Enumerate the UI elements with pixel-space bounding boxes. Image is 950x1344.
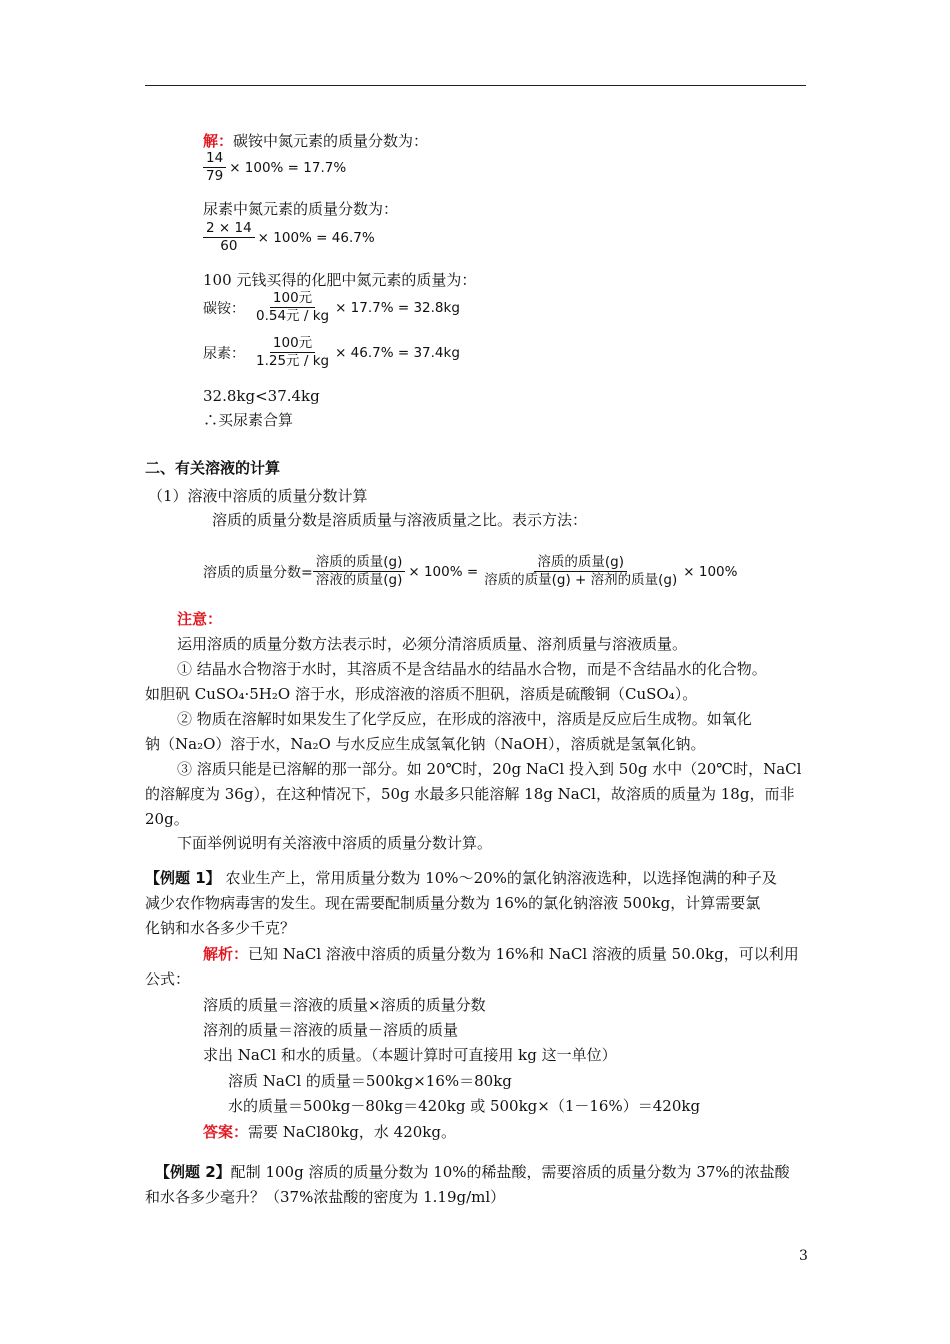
note-line: ② 物质在溶解时如果发生了化学反应，在形成的溶液中，溶质是反应后生成物。如氧化	[177, 710, 752, 728]
lead-text: 下面举例说明有关溶液中溶质的质量分数计算。	[177, 834, 493, 852]
note-line: 钠（Na₂O）溶于水，Na₂O 与水反应生成氢氧化钠（NaOH），溶质就是氢氧化钠。	[145, 735, 706, 753]
example1-analysis: 解析：已知 NaCl 溶液中溶质的质量分数为 16%和 NaCl 溶液的质量 50.0kg，可以利用	[203, 945, 799, 963]
subsection-title: （1）溶液中溶质的质量分数计算	[148, 487, 368, 505]
note-line: ① 结晶水合物溶于水时，其溶质不是含结晶水的结晶水合物，而是不含结晶水的化合物。	[177, 660, 767, 678]
analysis-line: 求出 NaCl 和水的质量。（本题计算时可直接用 kg 这一单位）	[203, 1046, 617, 1064]
fraction: $\frac{\text{溶质的质量(g)}}{\text{溶质的质量(g) + 溶剂的质量(g)}}$	[484, 554, 678, 588]
example2-line-1: 【例题 2】配制 100g 溶质的质量分数为 10%的稀盐酸，需要溶质的质量分数为 37%的浓盐酸	[155, 1163, 790, 1181]
solution-line-1	[203, 131, 428, 151]
example1-line: 减少农作物病毒害的发生。现在需要配制质量分数为 16%的氯化钠溶液 500kg，计算需要氯	[145, 894, 761, 912]
formula-ammonium-fraction: $\frac{14}{79}$ × 100% = 17.7%	[203, 150, 349, 185]
solution-line-2: 尿素中氮元素的质量分数为：	[203, 200, 399, 218]
note-line: 如胆矾 CuSO₄·5H₂O 溶于水，形成溶液的溶质不胆矾，溶质是硫酸铜（CuSO₄）。	[145, 685, 698, 703]
formula-ammonium-mass: 碳铵： $\frac{\text{100元}}{\text{0.54元 / kg}}$ × 17.7% = 32.8kg	[203, 290, 460, 324]
solution-compare: 32.8kg<37.4kg	[203, 387, 320, 405]
solution-conclusion: ∴买尿素合算	[203, 411, 294, 429]
example1-answer: 答案：需要 NaCl80kg，水 420kg。	[203, 1123, 456, 1141]
analysis-line: 公式：	[145, 970, 191, 988]
analysis-line: 溶剂的质量＝溶液的质量－溶质的质量	[203, 1021, 459, 1039]
example2-line: 和水各多少毫升？（37%浓盐酸的密度为 1.19g/ml）	[145, 1188, 506, 1206]
solution-line-3: 100 元钱买得的化肥中氮元素的质量为：	[203, 271, 477, 289]
analysis-line: 水的质量＝500kg－80kg＝420kg 或 500kg×（1－16%）＝420kg	[228, 1097, 701, 1115]
note-line: 运用溶质的质量分数方法表示时，必须分清溶质质量、溶剂质量与溶液质量。	[177, 635, 688, 653]
example1-head: 【例题 1】	[145, 869, 221, 887]
mass-fraction-formula: 溶质的质量分数= $\frac{\text{溶质的质量(g)}}{\text{溶液的质量(g)}}$ × 100% = $\frac{\text{溶质的质量(g)}}{\text{溶质的质量(g) + 溶剂的质量(g)}}$ × 100%	[203, 554, 738, 588]
page-number: 3	[799, 1248, 808, 1264]
fraction: $\frac{2 \times 14}{60}$	[203, 220, 255, 255]
analysis-line: 溶质的质量＝溶液的质量×溶质的质量分数	[203, 996, 486, 1014]
example2-head: 【例题 2】	[155, 1163, 231, 1181]
header-rule	[145, 85, 806, 86]
solution-head: 解：	[203, 132, 234, 150]
formula-urea-fraction: $\frac{2 \times 14}{60}$ × 100% = 46.7%	[203, 220, 378, 255]
fraction: $\frac{14}{79}$	[203, 150, 226, 185]
note-line: 的溶解度为 36g），在这种情况下，50g 水最多只能溶解 18g NaCl，故溶质的质量为 18g，而非	[145, 785, 795, 803]
intro-text: 溶质的质量分数是溶质质量与溶液质量之比。表示方法：	[212, 511, 588, 529]
note-line: ③ 溶质只能是已溶解的那一部分。如 20℃时，20g NaCl 投入到 50g 水中（20℃时，NaCl	[177, 760, 802, 778]
fraction: $\frac{\text{100元}}{\text{1.25元 / kg}}$	[256, 335, 330, 369]
formula-urea-mass: 尿素： $\frac{\text{100元}}{\text{1.25元 / kg}}$ × 46.7% = 37.4kg	[203, 335, 460, 369]
analysis-head: 解析：	[203, 945, 249, 963]
example1-line: 化钠和水各多少千克？	[145, 919, 296, 937]
note-line: 20g。	[145, 810, 189, 828]
example1-line-1: 【例题 1】 农业生产上，常用质量分数为 10%～20%的氯化钠溶液选种，以选择饱满的种子及	[145, 869, 777, 887]
solution-text-1: 碳铵中氮元素的质量分数为：	[233, 132, 429, 150]
fraction: $\frac{\text{溶质的质量(g)}}{\text{溶液的质量(g)}}$	[313, 554, 406, 589]
analysis-line: 溶质 NaCl 的质量＝500kg×16%＝80kg	[228, 1072, 512, 1090]
note-head: 注意：	[177, 610, 223, 628]
answer-head: 答案：	[203, 1123, 249, 1141]
section-title: 二、有关溶液的计算	[145, 459, 281, 477]
fraction: $\frac{\text{100元}}{\text{0.54元 / kg}}$	[256, 290, 330, 324]
